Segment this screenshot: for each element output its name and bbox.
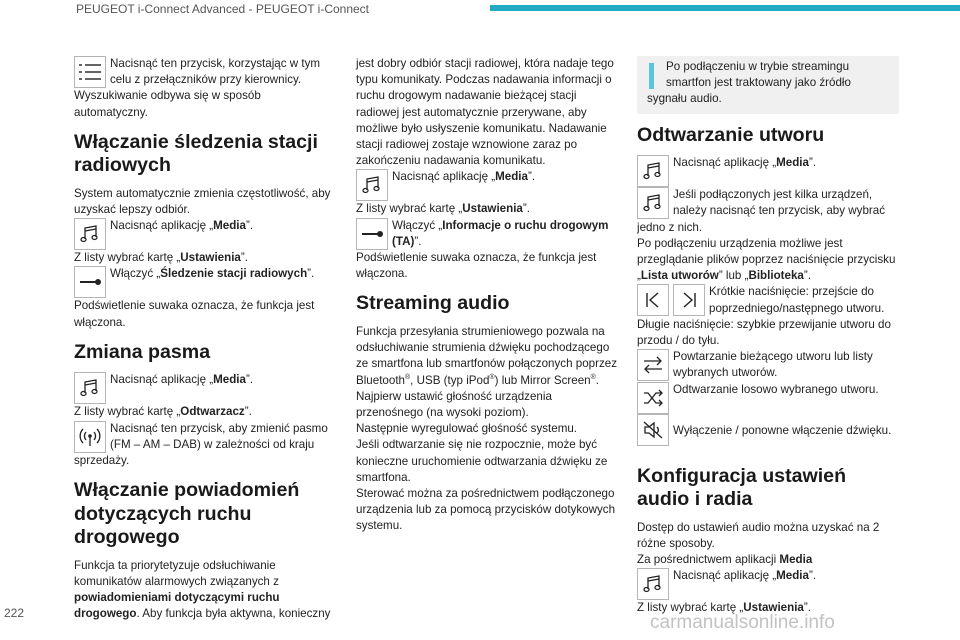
access-text: Dostęp do ustawień audio można uzyskać na 2 różne sposoby. xyxy=(637,520,880,550)
streaming-intro: Funkcja przesyłania strumieniowego pozwala na odsłuchiwanie strumienia dźwięku pochodzącego ze smartfona lub smartfonów połączonych poprzez Bluetooth®, USB (typ iPod®) lub Mirror Screen®. xyxy=(356,324,617,387)
auto-search-text: Wyszukiwanie odbywa się w sposób automatyczny. xyxy=(74,89,261,119)
press-prefix: Nacisnąć aplikację „ xyxy=(110,219,214,233)
media-label: Media xyxy=(213,219,246,233)
repeat-icon xyxy=(637,349,669,381)
music-note-icon xyxy=(74,218,106,250)
toggle-step xyxy=(74,266,336,298)
press-suffix: ”. xyxy=(808,569,817,583)
enable-suffix: ”. xyxy=(414,234,422,248)
slider-note: Podświetlenie suwaka oznacza, że funkcja jest włączona. xyxy=(74,299,315,329)
enable-prefix: Włączyć „ xyxy=(392,218,443,232)
slider-note: Podświetlenie suwaka oznacza, że funkcja jest włączona. xyxy=(356,251,597,281)
tracking-name: Śledzenie stacji radiowych xyxy=(160,267,308,281)
tracking-desc: System automatycznie zmienia częstotliwość, aby uzyskać lepszy odbiór. xyxy=(74,186,331,217)
band-text: Nacisnąć ten przycisk, aby zmienić pasmo (FM – AM – DAB) w zależności od kraju sprzedaży. xyxy=(74,421,328,467)
info-text: Po podłączeniu w trybie streamingu smartfon jest traktowany jako źródło sygnału audio. xyxy=(647,60,851,106)
traffic-text-b: powiadomieniami dotyczącymi ruchu drogowego xyxy=(74,591,280,621)
watermark: carmanualsonline.info xyxy=(650,612,835,633)
music-note-icon xyxy=(637,568,669,600)
list-button-text: Nacisnąć ten przycisk, korzystając w tym celu z przełączników przy kierownicy. xyxy=(110,57,321,87)
skip-previous-icon xyxy=(637,284,669,316)
repeat-step xyxy=(637,349,899,381)
ta-toggle-step xyxy=(356,218,618,250)
streaming-step-start: Jeśli odtwarzanie się nie rozpocznie, może być konieczne uruchomienie odtwarzania dźwięku ze smartfona. xyxy=(356,438,608,484)
enable-prefix: Włączyć „ xyxy=(110,267,161,281)
toggle-icon xyxy=(74,266,106,298)
tab-prefix: Z listy wybrać kartę „ xyxy=(74,405,181,419)
press-prefix: Nacisnąć aplikację „ xyxy=(673,156,777,170)
music-note-icon xyxy=(637,155,669,187)
streaming-step-volume-system: Następnie wyregulować głośność systemu. xyxy=(356,422,578,436)
device-step xyxy=(637,187,899,236)
column-2 xyxy=(356,56,618,535)
heading-play-track: Odtwarzanie utworu xyxy=(637,123,825,146)
media-step-2 xyxy=(74,372,336,404)
long-press-text: Długie naciśnięcie: szybkie przewijanie utworu do przodu / do tyłu. xyxy=(637,317,891,347)
heading-streaming: Streaming audio xyxy=(356,292,510,315)
radio-waves-icon xyxy=(74,421,106,453)
tab-prefix: Z listy wybrać kartę „ xyxy=(74,251,181,265)
music-note-icon xyxy=(356,169,388,201)
media-label: Media xyxy=(776,569,809,583)
enable-suffix: ”. xyxy=(307,267,315,281)
press-prefix: Nacisnąć aplikację „ xyxy=(673,569,777,583)
info-icon xyxy=(649,63,654,89)
ta-name: Informacje o ruchu drogowym (TA) xyxy=(392,218,609,248)
tab-suffix: ”. xyxy=(522,202,530,216)
tab-suffix: ”. xyxy=(240,251,248,265)
multi-device-text: Jeśli podłączonych jest kilka urządzeń, należy nacisnąć ten przycisk, aby wybrać jedno z nich. xyxy=(637,188,885,234)
media-step-3 xyxy=(356,169,618,201)
repeat-text: Powtarzanie bieżącego utworu lub listy wybranych utworów. xyxy=(673,350,873,380)
mute-step xyxy=(637,414,899,455)
heading-station-tracking: Włączanie śledzenia stacji radiowych xyxy=(74,130,318,177)
track-list-label: Lista utworów xyxy=(640,269,719,283)
column-1 xyxy=(74,56,336,622)
list-icon xyxy=(74,56,106,88)
tab-prefix: Z listy wybrać kartę „ xyxy=(356,202,463,216)
traffic-text-a: Funkcja ta priorytetyzuje odsłuchiwanie komunikatów alarmowych związanych z xyxy=(74,558,279,588)
header-accent-bar xyxy=(490,5,960,11)
shuffle-icon xyxy=(637,382,669,414)
tab-prefix: Z listy wybrać kartę „ xyxy=(637,601,744,615)
via-media: Media xyxy=(779,552,813,566)
mute-text: Wyłączenie / ponowne włączenie dźwięku. xyxy=(673,423,892,437)
media-step-4 xyxy=(637,155,899,187)
info-box xyxy=(637,56,899,114)
column-3 xyxy=(637,56,899,616)
media-step xyxy=(74,218,336,250)
music-note-icon xyxy=(74,372,106,404)
toggle-icon xyxy=(356,218,388,250)
media-label: Media xyxy=(495,170,528,184)
tab-suffix: ”. xyxy=(244,405,252,419)
music-note-icon xyxy=(637,187,669,219)
heading-traffic: Włączanie powiadomień dotyczących ruchu drogowego xyxy=(74,479,300,549)
streaming-step-control: Sterować można za pośrednictwem podłączonego urządzenia lub za pomocą przycisków dotykowych systemu. xyxy=(356,486,616,533)
mute-speaker-icon xyxy=(637,414,669,446)
media-label: Media xyxy=(776,156,809,170)
shuffle-step xyxy=(637,382,899,414)
header-title: PEUGEOT i-Connect Advanced - PEUGEOT i-Connect xyxy=(76,2,370,16)
list-button-row xyxy=(74,56,336,88)
traffic-continued: jest dobry odbiór stacji radiowej, która nadaje tego typu komunikaty. Podczas nadawania informacji o ruchu drogowym nadawanie bieżącej stacji radiowej jest automatycznie przerywane, aby możliwe było usłyszenie komunikatu. Nadawanie stacji radiowej zostaje wznowione zaraz po zakończeniu nadawania komunikatu. xyxy=(356,57,614,168)
shuffle-text: Odtwarzanie losowo wybranego utworu. xyxy=(673,382,879,396)
press-suffix: ”. xyxy=(245,373,254,387)
browse-a: Po podłączeniu urządzenia możliwe jest przeglądanie plików poprzez naciśnięcie przycisku „ xyxy=(637,236,896,283)
band-step xyxy=(74,421,336,470)
press-prefix: Nacisnąć aplikację „ xyxy=(392,170,496,184)
page-number: 222 xyxy=(4,606,25,620)
browse-c: ”. xyxy=(803,269,811,283)
press-suffix: ”. xyxy=(808,156,817,170)
skip-next-icon xyxy=(673,284,705,316)
press-prefix: Nacisnąć aplikację „ xyxy=(110,373,214,387)
short-press-text: Krótkie naciśnięcie: przejście do poprzedniego/następnego utworu. xyxy=(709,285,885,315)
press-suffix: ”. xyxy=(245,219,254,233)
press-suffix: ”. xyxy=(527,170,536,184)
skip-step xyxy=(637,284,899,316)
traffic-text-c: . Aby funkcja była aktywna, konieczny xyxy=(136,607,331,621)
tab-suffix: ”. xyxy=(803,601,811,615)
settings-label: Ustawienia xyxy=(462,202,523,216)
heading-audio-config: Konfiguracja ustawień audio i radia xyxy=(637,464,847,511)
player-label: Odtwarzacz xyxy=(180,405,245,419)
library-label: Biblioteka xyxy=(748,269,804,283)
heading-band: Zmiana pasma xyxy=(74,340,211,363)
media-label: Media xyxy=(213,373,246,387)
settings-label: Ustawienia xyxy=(180,251,241,265)
via-prefix: Za pośrednictwem aplikacji xyxy=(637,552,780,566)
streaming-step-volume-device: Najpierw ustawić głośność urządzenia przenośnego (na wysoki poziom). xyxy=(356,389,552,419)
media-step-5 xyxy=(637,568,899,600)
browse-b: ” lub „ xyxy=(718,269,749,283)
settings-label: Ustawienia xyxy=(743,601,804,615)
